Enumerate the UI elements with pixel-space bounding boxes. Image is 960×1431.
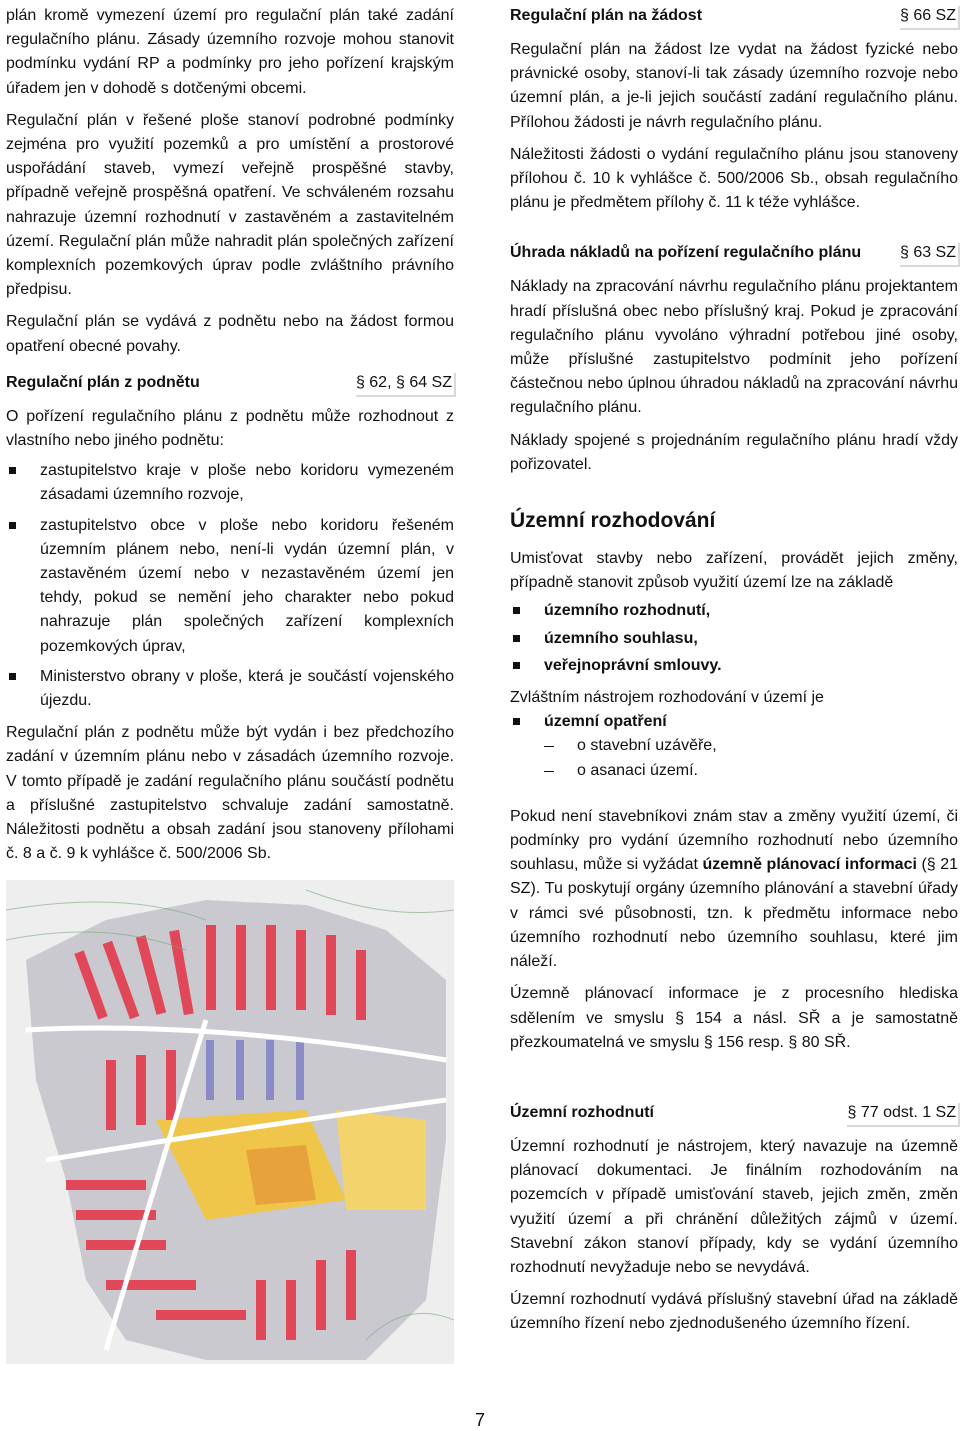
- list-item: územního souhlasu,: [510, 627, 958, 651]
- section-law-reference: § 77 odst. 1 SZ: [845, 1101, 958, 1125]
- list-item: zastupitelstvo obce v ploše nebo koridoru řešeném územním plánem nebo, není-li vydán územní plán, v zastavěném území nebo v nezastavěném území jen tehdy, pokud se nemění jeho charakter nebo pokud nahrazuje plán společných zařízení komplexních pozemkových úprav,: [6, 514, 454, 659]
- list-item: územního rozhodnutí,: [510, 599, 958, 623]
- section-heading-regulacni-plan-na-zadost: [510, 4, 958, 28]
- intro-paragraph-2: Regulační plán v řešené ploše stanoví podrobné podmínky zejména pro využití pozemků a pro umístění a prostorové uspořádání staveb, vymezí veřejně prospěšné stavby, případně veřejně prospěšná opatření. Ve schváleném rozsahu nahrazuje územní rozhodnutí v zastavěném a zastavitelném území. Regulační plán může nahradit plán společných zařízení komplexních pozemkových úprav podle zvláštního právního předpisu.: [6, 111, 454, 299]
- section-heading-uhrada-nakladu: [510, 241, 958, 265]
- section-paragraph: Pokud není stavebníkovi znám stav a změny využití území, či podmínky pro vydání územního rozhodnutí nebo územního souhlasu, může si vyžádat územně plánovací informaci (§ 21 SZ). Tu poskytují orgány územního plánování a stavební úřady v rámci své působnosti, tzn. k předmětu informace nebo územního rozhodnutí nebo územního souhlasu, které jim náleží.: [510, 807, 959, 971]
- list-item: o stavební uzávěře,: [544, 734, 958, 758]
- section-paragraph: Zvláštním nástrojem rozhodování v území je: [510, 689, 824, 707]
- section-paragraph: Územní rozhodnutí je nástrojem, který navazuje na územně plánovací dokumentaci. Je finálním rozhodováním na pozemcích v případě umisťování staveb, jejich změn, změn využití území a při chránění důležitých zájmů v území. Stavební zákon stanoví případy, kdy se vydání územního rozhodnutí nevyžaduje nebo se nevydává.: [510, 1137, 958, 1276]
- dash-list: [510, 734, 958, 782]
- section-paragraph: Náležitosti žádosti o vydání regulačního plánu jsou stanoveny přílohou č. 10 k vyhlášce č. 500/2006 Sb., obsah regulačního plánu je předmětem přílohy č. 11 k téže vyhlášce.: [510, 145, 958, 212]
- section-law-reference: § 62, § 64 SZ: [354, 371, 454, 395]
- section-paragraph: Náklady na zpracování návrhu regulačního plánu projektantem hradí příslušná obec nebo příslušný kraj. Pokud je zpracování regulačního plánu vyvoláno výhradní potřebou jiné osoby, může příslušné zastupitelstvo podmínit jeho pořízení částečnou nebo úplnou úhradou nákladů na zpracování návrhu regulačního plánu.: [510, 278, 958, 417]
- section-law-reference: § 63 SZ: [898, 241, 958, 265]
- intro-paragraph-3: Regulační plán se vydává z podnětu nebo na žádost formou opatření obecné povahy.: [6, 313, 454, 355]
- page-number: 7: [474, 1410, 485, 1430]
- list-item: Ministerstvo obrany v ploše, která je součástí vojenského újezdu.: [6, 665, 454, 713]
- bullet-list: [6, 459, 454, 713]
- list-item: o asanaci území.: [544, 759, 958, 783]
- right-column: [510, 4, 958, 1337]
- section-heading-uzemni-rozhodnuti: [510, 1101, 958, 1125]
- section-paragraph: Regulační plán z podnětu může být vydán i bez předchozího zadání v územním plánu nebo v zásadách územního rozvoje. V tomto případě je zadání regulačního plánu součástí podnětu a příslušné zastupitelstvo schvaluje zadání samostatně. Náležitosti podnětu a obsah zadání jsou stanoveny přílohami č. 8 a č. 9 k vyhlášce č. 500/2006 Sb.: [6, 724, 454, 863]
- section-paragraph: Náklady spojené s projednáním regulačního plánu hradí vždy pořizovatel.: [510, 431, 958, 473]
- section-paragraph: Umisťovat stavby nebo zařízení, provádět jejich změny, případně stanovit způsob využití území lze na základě: [510, 550, 958, 592]
- list-item: veřejnoprávní smlouvy.: [510, 654, 958, 678]
- section-title: Regulační plán z podnětu: [6, 373, 200, 391]
- bullet-list: [510, 599, 958, 678]
- section-heading-uzemni-rozhodovani: Územní rozhodování: [510, 509, 716, 533]
- section-paragraph: Územně plánovací informace je z procesního hlediska sdělením ve smyslu § 154 a násl. SŘ a je samostatně přezkoumatelná ve smyslu § 156 resp. § 80 SŘ.: [510, 985, 958, 1051]
- list-item: územní opatření: [510, 710, 958, 734]
- bullet-list: [510, 710, 958, 734]
- left-column: [6, 4, 454, 867]
- section-heading-regulacni-plan-z-podnetu: [6, 371, 454, 395]
- list-item: zastupitelstvo kraje v ploše nebo koridoru vymezeném zásadami územního rozvoje,: [6, 459, 454, 507]
- bold-term: územně plánovací informaci: [702, 856, 917, 874]
- section-paragraph: Regulační plán na žádost lze vydat na žádost fyzické nebo právnické osoby, stanoví-li tak zásady územního rozvoje nebo územní plán, a je-li jejich součástí zadání regulačního plánu. Přílohou žádosti je návrh regulačního plánu.: [510, 41, 958, 131]
- section-title: Úhrada nákladů na pořízení regulačního plánu: [510, 244, 862, 262]
- section-paragraph: Územní rozhodnutí vydává příslušný stavební úřad na základě územního řízení nebo zjednodušeného územního řízení.: [510, 1291, 958, 1333]
- section-law-reference: § 66 SZ: [898, 4, 958, 28]
- section-paragraph: O pořízení regulačního plánu z podnětu může rozhodnout z vlastního nebo jiného podnětu:: [6, 407, 454, 450]
- section-title: Územní rozhodnutí: [510, 1103, 654, 1121]
- intro-paragraph-1: plán kromě vymezení území pro regulační plán také zadání regulačního plánu. Zásady územního rozvoje mohou stanovit podmínku vydání RP a podmínky pro jeho pořízení krajským úřadem jen v dohodě s dotčenými obcemi.: [6, 7, 454, 97]
- regulation-plan-map-image: [6, 880, 454, 1364]
- section-title: Regulační plán na žádost: [510, 7, 703, 24]
